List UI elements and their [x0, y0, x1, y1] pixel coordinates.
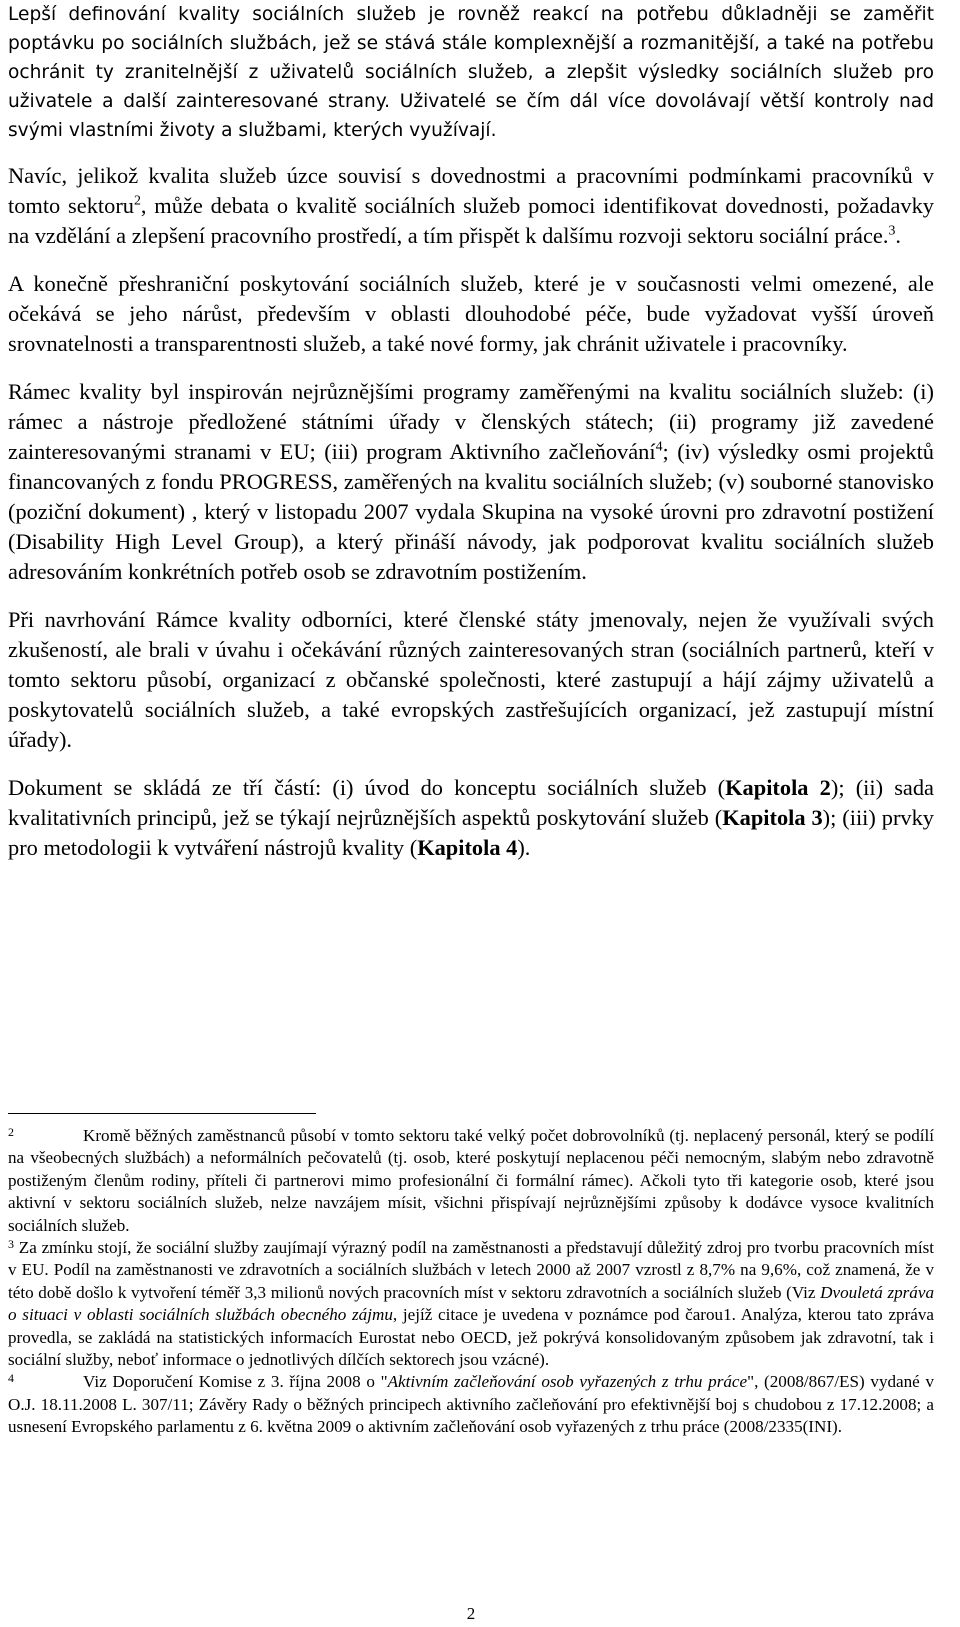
footnotes	[8, 1125, 934, 1439]
paragraph-intro: Lepší definování kvality sociálních služeb je rovněž reakcí na potřebu důkladněji se zaměřit poptávku po sociálních službách, jež se stává stále komplexnější a rozmanitější, a také na potřebu ochránit ty zranitelnější z uživatelů sociálních služeb, a zlepšit výsledky sociálních služeb pro uživatele a další zainteresované strany. Uživatelé se čím dál více dovolávají větší kontroly nad svými vlastními životy a službami, kterých využívají.	[8, 4, 934, 141]
footnote-3-number: 3	[8, 1237, 14, 1252]
footnote-3	[8, 1237, 934, 1371]
footnote-ref-3[interactable]: 3	[888, 223, 896, 239]
footnote-3-text-b: , jejíž citace je uvedena v poznámce pod čarou1. Analýza, kterou tato zpráva provedla, se zakládá na statistických informacích Eurostat nebo OECD, jež pokrývá konsolidovaným způsobem jak zdravotní, tak i sociální služby, neboť informace o jednotlivých dílčích sektorech jsou vzácné).	[8, 1305, 934, 1370]
footnote-3-text-a: Za zmínku stojí, že sociální služby zaujímají výrazný podíl na zaměstnanosti a představují důležitý zdroj pro tvorbu pracovních míst v EU. Podíl na zaměstnanosti ve zdravotních a sociálních službách v letech 2000 až 2007 vzrostl z 8,7% na 9,6%, což znamená, že v této době došlo k vytvoření téměř 3,3 milionů nových pracovních míst v sektoru zdravotních a sociálních služeb (Viz	[8, 1238, 934, 1302]
paragraph-structure-text-a: Dokument se skládá ze tří částí: (i) úvod do konceptu sociálních služeb (	[8, 775, 726, 800]
footnote-4-title: Aktivním začleňování osob vyřazených z trhu práce	[387, 1372, 748, 1392]
paragraph-structure-text-c: ); (ii) sada kvalitativních principů, jež se týkají nejrůznějších aspektů poskytování služeb (	[8, 775, 934, 830]
paragraph-crossborder: A konečně přeshraniční poskytování sociálních služeb, které je v současnosti velmi omezené, ale očekává se jeho nárůst, především v oblasti dlouhodobé péče, bude vyžadovat vyšší úroveň srovnatelnosti a transparentnosti služeb, a také nové formy, jak chránit uživatele i pracovníky.	[8, 271, 934, 356]
paragraph-structure-text-e: ); (iii) prvky pro metodologii k vytváření nástrojů kvality (	[8, 805, 934, 860]
chapter-2-ref: Kapitola 2	[725, 775, 831, 800]
paragraph-framework-text-a: Rámec kvality byl inspirován nejrůznějšími programy zaměřenými na kvalitu sociálních služeb: (i) rámec a nástroje předložené státními úřady v členských státech; (ii) programy již zavedené zainteresovanými stranami v EU; (iii) program Aktivního začleňování	[8, 379, 934, 464]
footnote-2-number: 2	[8, 1125, 14, 1139]
chapter-4-ref: Kapitola 4	[417, 835, 518, 860]
document-page	[8, 0, 935, 1623]
footnote-separator	[8, 1113, 316, 1114]
footnote-ref-2[interactable]: 2	[133, 193, 141, 209]
footnote-2-text: Kromě běžných zaměstnanců působí v tomto sektoru také velký počet dobrovolníků (tj. neplacený personál, který se podílí na všeobecných službách) a neformálních pečovatelů (tj. osob, které poskytují neplacenou péči nemocným, slabým nebo zdravotně postiženým členům rodiny, příteli či partnerovi mimo profesionální či formální rámec). Ačkoli tyto tři kategorie osob, které jsou aktivní v sektoru sociálních služeb, nelze navzájem mísit, všichni přispívají nejrůznějšími způsoby k dodávce vysoce kvalitních sociálních služeb.	[8, 1126, 934, 1235]
footnote-4	[8, 1371, 934, 1438]
chapter-3-ref: Kapitola 3	[722, 805, 823, 830]
paragraph-skills-text-c: .	[895, 223, 901, 248]
paragraph-structure-text-g: ).	[517, 835, 531, 860]
paragraph-framework	[8, 377, 934, 587]
paragraph-skills-text-b: , může debata o kvalitě sociálních služeb pomoci identifikovat dovednosti, požadavky na vzdělání a zlepšení pracovního prostředí, a tím přispět k dalšímu rozvoji sektoru sociální práce.	[8, 193, 934, 248]
footnote-4-text-a: Viz Doporučení Komise z 3. října 2008 o "	[83, 1372, 388, 1392]
paragraph-framework-text-b: ; (iv) výsledky osmi projektů financovaných z fondu PROGRESS, zaměřených na kvalitu sociálních služeb; (v) souborné stanovisko (poziční dokument) , který v listopadu 2007 vydala Skupina na vysoké úrovni pro zdravotní postižení (Disability High Level Group), a který přináší návody, jak podporovat kvalitu sociálních služeb adresováním konkrétních potřeb osob se zdravotním postižením.	[8, 439, 935, 584]
paragraph-skills-text-a: Navíc, jelikož kvalita služeb úzce souvisí s dovednostmi a pracovními podmínkami pracovníků v tomto sektoru	[8, 163, 934, 218]
footnote-4-number: 4	[8, 1371, 14, 1386]
footnote-4-text-b: ", (2008/867/ES) vydané v O.J. 18.11.2008 L. 307/11; Závěry Rady o běžných principech aktivního začleňování pro efektivnější boj s chudobou z 17.12.2008; a usnesení Evropského parlamentu z 6. května 2009 o aktivním začleňování osob vyřazených z trhu práce (2008/2335(INI).	[8, 1372, 935, 1437]
footnote-2	[8, 1125, 934, 1237]
paragraph-structure	[8, 773, 934, 863]
page-number: 2	[466, 1604, 476, 1623]
footnote-3-report-title: Dvouletá zpráva o situaci v oblasti sociálních službách obecného zájmu	[8, 1282, 934, 1325]
paragraph-skills	[8, 161, 934, 251]
paragraph-experts: Při navrhování Rámce kvality odborníci, které členské státy jmenovaly, nejen že využívali svých zkušeností, ale brali v úvahu i očekávání různých zainteresovaných stran (sociálních partnerů, kteří v tomto sektoru působí, organizací z občanské společnosti, které zastupují a hájí zájmy uživatelů a poskytovatelů sociálních služeb, a také evropských zastřešujících organizací, jež zastupují místní úřady).	[8, 607, 934, 752]
footnote-ref-4[interactable]: 4	[655, 439, 663, 455]
